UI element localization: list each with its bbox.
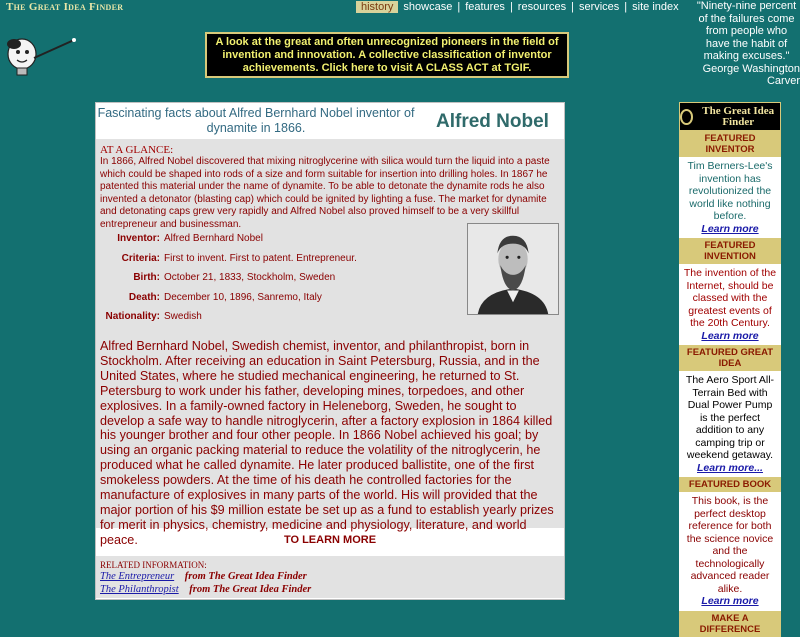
featured-invention-heading: FEATURED INVENTION	[679, 238, 781, 264]
fact-value: Swedish	[164, 311, 202, 323]
featured-idea	[679, 371, 781, 477]
fact-label: Nationality:	[105, 311, 160, 323]
nav-showcase[interactable]: showcase	[403, 1, 453, 13]
quote-text: "Ninety-nine percent of the failures come from people who have the habit of making excuses."	[696, 0, 797, 62]
fact-row	[96, 268, 366, 288]
featured-inventor-text: Tim Berners-Lee's invention has revolutionized the world like nothing before.	[687, 160, 773, 222]
facts-table	[96, 229, 366, 327]
nav-separator: |	[457, 1, 461, 13]
nav-services[interactable]: services	[578, 1, 620, 13]
sidebar-brand[interactable]	[679, 102, 781, 131]
related-label: RELATED INFORMATION:	[100, 560, 207, 570]
list-item	[100, 583, 560, 596]
nav-separator: |	[624, 1, 628, 13]
sidebar-brand-text: The Great Idea Finder	[702, 104, 775, 128]
glance-text: In 1866, Alfred Nobel discovered that mixing nitroglycerine with silica would turn the liquid into a paste which could be shaped into rods of a size and form suitable for insertion into drilling holes. In 1867 he patented this material under the name of dynamite. To be able to detonate the dynamite rods he also invented a detonator (blasting cap) which could be ignited by lighting a fuse. The market for dynamite and detonating caps grew very rapidly and Alfred Nobel also proved himself to be a very skillful entrepreneur and businessman.	[100, 156, 550, 230]
nav-features[interactable]: features	[465, 1, 505, 13]
fact-row	[96, 288, 366, 308]
class-act-banner[interactable]: A look at the great and often unrecognized pioneers in the field of invention and innovation. A collective classification of inventor achievements. Click here to visit A CLASS ACT at TGIF.	[205, 32, 569, 78]
page-title: Alfred Nobel	[436, 111, 549, 132]
fact-value: December 10, 1896, Sanremo, Italy	[164, 291, 322, 303]
fact-value: October 21, 1833, Stockholm, Sweden	[164, 272, 336, 284]
article-header	[96, 103, 564, 139]
featured-invention-text: The invention of the Internet, should be classed with the greatest events of the 20th Century.	[683, 267, 777, 329]
featured-inventor-link[interactable]: Learn more	[701, 222, 759, 235]
featured-book-link[interactable]: Learn more	[701, 595, 759, 607]
fact-value: First to invent. First to patent. Entrepreneur.	[164, 252, 357, 264]
article-subtitle: Fascinating facts about Alfred Bernhard Nobel inventor of dynamite in 1866.	[97, 106, 415, 135]
featured-idea-text: The Aero Sport All-Terrain Bed with Dual Power Pump is the perfect addition to any camping trip or weekend getaway.	[685, 374, 775, 461]
learn-more-heading: TO LEARN MORE	[96, 528, 564, 556]
fact-row	[96, 229, 366, 249]
biography: Alfred Bernhard Nobel, Swedish chemist, inventor, and philanthropist, born in Stockholm. After receiving an education in Saint Petersburg, Russia, and in the United States, where he studied mechanical engineering, he returned to St. Petersburg to work under his father, developing mines, torpedoes, and other explosives. In a family-owned factory in Heleneborg, Sweden, he sought to develop a safe way to handle nitroglycerin, after a factory explosion in 1864 killed his younger brother and four other people. In 1866 Nobel achieved his goal; by using an organic packing material to reduce the volatility of the nitroglycerin, he produced what he called dynamite. He later produced ballistite, one of the first smokeless powders. At the time of his death he controlled factories for the manufacture of explosives in many parts of the world. His will provided that the major portion of his $9 million estate be set up as a fund to establish yearly prizes for merit in physics, chemistry, medicine and physiology, literature, and world peace.	[96, 335, 564, 528]
nav-separator: |	[509, 1, 513, 13]
nobel-portrait	[467, 223, 559, 315]
featured-inventor-heading: FEATURED INVENTOR	[679, 131, 781, 157]
featured-book	[679, 492, 781, 611]
top-nav	[356, 0, 684, 14]
related-source: from The Great Idea Finder	[184, 571, 307, 582]
featured-idea-link[interactable]: Learn more...	[697, 461, 763, 474]
site-logo[interactable]: The Great Idea Finder	[6, 1, 124, 13]
related-information	[96, 556, 564, 598]
featured-invention	[679, 264, 781, 345]
main-article	[95, 102, 565, 600]
nav-separator: |	[571, 1, 574, 13]
nav-site-index[interactable]: site index	[632, 1, 679, 13]
quote-author: George Washington Carver	[702, 62, 800, 87]
featured-book-heading: FEATURED BOOK	[679, 477, 781, 492]
make-a-difference-heading: MAKE A DIFFERENCE	[679, 611, 781, 637]
quote-of-the-day	[693, 0, 800, 88]
featured-sidebar	[679, 102, 781, 635]
fact-label: Criteria:	[121, 252, 160, 264]
nav-history[interactable]: history	[356, 1, 398, 13]
featured-inventor	[679, 157, 781, 238]
fact-value: Alfred Bernhard Nobel	[164, 233, 263, 245]
fact-label: Death:	[128, 291, 160, 303]
at-a-glance	[96, 139, 564, 335]
featured-invention-link[interactable]: Learn more	[701, 329, 759, 342]
featured-book-text: This book, is the perfect desktop reference for both the science novice and the technologically advanced reader alike.	[686, 495, 774, 595]
related-link-entrepreneur[interactable]: The Entrepreneur	[100, 571, 175, 582]
lightbulb-mascot-icon	[0, 22, 80, 82]
fact-row	[96, 249, 366, 269]
bulb-logo-icon	[680, 109, 693, 125]
featured-idea-heading: FEATURED GREAT IDEA	[679, 345, 781, 371]
list-item	[100, 570, 560, 583]
fact-row	[96, 307, 366, 327]
related-source: from The Great Idea Finder	[189, 584, 312, 595]
fact-label: Birth:	[133, 272, 160, 284]
glance-label: AT A GLANCE:	[100, 144, 174, 156]
fact-label: Inventor:	[117, 233, 160, 245]
related-link-philanthropist[interactable]: The Philanthropist	[100, 584, 179, 595]
nav-resources[interactable]: resources	[517, 1, 567, 13]
